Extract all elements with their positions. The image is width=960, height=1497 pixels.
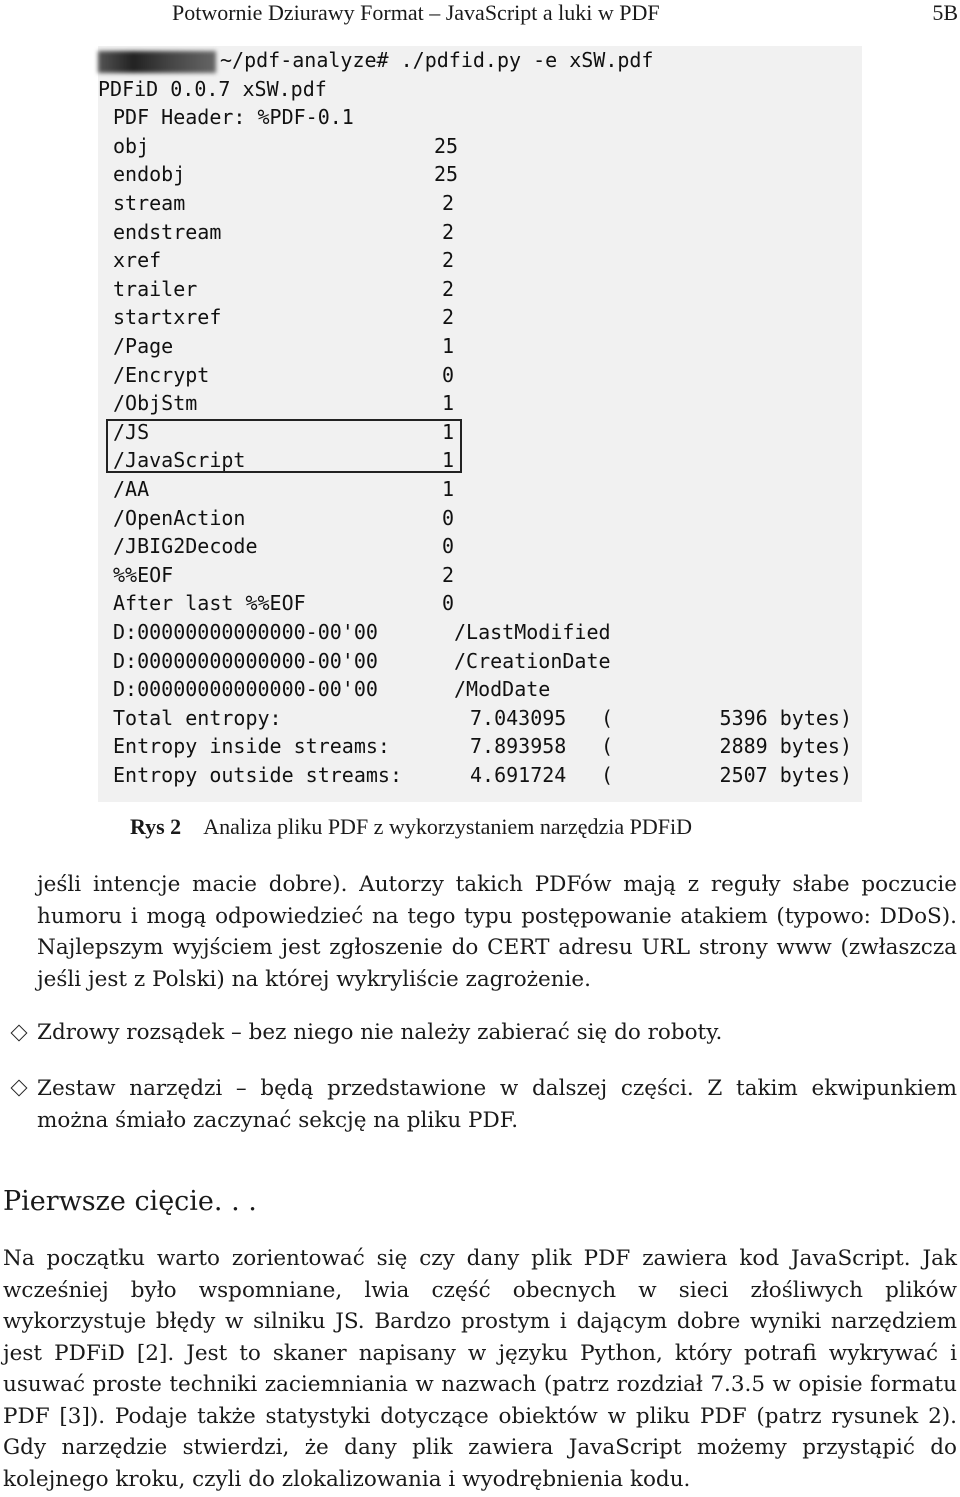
terminal-entropy-row bbox=[98, 732, 862, 761]
terminal-row bbox=[98, 275, 862, 304]
terminal-row bbox=[98, 303, 862, 332]
terminal-header-line: PDF Header: %PDF-0.1 bbox=[113, 105, 354, 130]
entropy-bytes: 2889 bytes) bbox=[719, 734, 852, 759]
terminal-row bbox=[98, 532, 862, 561]
diamond-bullet-icon bbox=[11, 1025, 28, 1042]
terminal-row bbox=[98, 475, 862, 504]
row-keyword: /JBIG2Decode bbox=[113, 534, 258, 559]
figure-caption bbox=[130, 812, 692, 842]
row-keyword: stream bbox=[113, 191, 186, 215]
row-count: 0 bbox=[441, 362, 454, 387]
row-count: 2 bbox=[441, 191, 454, 215]
page-number: 5B bbox=[932, 0, 958, 25]
entropy-value: 7.043095 bbox=[470, 705, 567, 730]
row-keyword: startxref bbox=[113, 305, 222, 330]
terminal-row bbox=[98, 361, 862, 390]
entropy-value: 7.893958 bbox=[470, 734, 567, 759]
page-header bbox=[0, 0, 960, 30]
terminal-row bbox=[98, 589, 862, 618]
terminal-entropy-row bbox=[98, 704, 862, 733]
terminal-row bbox=[98, 246, 862, 275]
javascript-highlight-box bbox=[106, 419, 462, 473]
row-keyword: /OpenAction bbox=[113, 505, 246, 530]
row-count: 25 bbox=[434, 162, 459, 187]
row-keyword: After last %%EOF bbox=[113, 591, 306, 616]
row-keyword: xref bbox=[113, 248, 162, 273]
row-keyword: %%EOF bbox=[113, 562, 174, 587]
terminal-row bbox=[98, 561, 862, 590]
entropy-value: 4.691724 bbox=[470, 763, 567, 787]
row-keyword: /JavaScript bbox=[113, 448, 246, 473]
row-count: 2 bbox=[441, 248, 454, 273]
row-count: 1 bbox=[441, 391, 454, 416]
row-keyword: /JS bbox=[113, 419, 150, 444]
entropy-bytes: 5396 bytes) bbox=[719, 705, 852, 730]
row-count: 2 bbox=[441, 276, 454, 301]
entropy-label: Total entropy: bbox=[113, 705, 282, 730]
date-key: /LastModified bbox=[454, 620, 611, 644]
row-keyword: /ObjStm bbox=[113, 391, 198, 416]
row-count: 25 bbox=[434, 133, 459, 158]
date-value: D:00000000000000-00'00 bbox=[113, 648, 378, 673]
row-keyword: obj bbox=[113, 133, 150, 158]
entropy-bytes: 2507 bytes) bbox=[719, 763, 852, 787]
caption-text: Analiza pliku PDF z wykorzystaniem narzędzia PDFiD bbox=[203, 814, 692, 839]
entropy-paren: ( bbox=[601, 705, 614, 730]
terminal-row bbox=[98, 504, 862, 533]
terminal-row bbox=[98, 389, 862, 418]
bullet-item: Zdrowy rozsądek – bez niego nie należy zabierać się do roboty. bbox=[37, 1020, 723, 1045]
row-keyword: trailer bbox=[113, 276, 198, 301]
terminal-command: ~/pdf-analyze# ./pdfid.py -e xSW.pdf bbox=[220, 48, 654, 72]
row-count: 2 bbox=[441, 219, 454, 244]
entropy-label: Entropy inside streams: bbox=[113, 734, 390, 759]
caption-label: Rys 2 bbox=[130, 814, 182, 839]
terminal-prompt-line bbox=[98, 46, 653, 75]
date-key: /ModDate bbox=[454, 677, 551, 702]
terminal-version-line: PDFiD 0.0.7 xSW.pdf bbox=[98, 76, 327, 101]
entropy-paren: ( bbox=[601, 734, 614, 759]
intro-paragraph: jeśli intencje macie dobre). Autorzy takich PDFów mają z reguły słabe poczucie humoru i mogą odpowiedzieć na tego typu postępowanie atakiem (typowo: DDoS). Najlepszym wyjściem jest zgłoszenie do CERT adresu URL strony www (zwłaszcza jeśli jest z Polski) na której wykryliście zagrożenie. bbox=[37, 872, 957, 992]
row-count: 1 bbox=[441, 334, 454, 358]
date-key: /CreationDate bbox=[454, 648, 611, 673]
row-count: 1 bbox=[441, 448, 454, 473]
terminal-row bbox=[98, 132, 862, 161]
row-count: 2 bbox=[441, 562, 454, 587]
terminal-row bbox=[98, 332, 862, 361]
row-count: 0 bbox=[441, 505, 454, 530]
section-heading: Pierwsze cięcie. . . bbox=[3, 1186, 257, 1217]
entropy-paren: ( bbox=[601, 763, 614, 787]
row-keyword: endobj bbox=[113, 162, 186, 187]
row-count: 1 bbox=[441, 477, 454, 501]
row-count: 2 bbox=[441, 305, 454, 330]
row-keyword: /Encrypt bbox=[113, 362, 210, 387]
terminal-row bbox=[98, 160, 862, 189]
terminal-row bbox=[98, 189, 862, 218]
row-keyword: /Page bbox=[113, 334, 174, 358]
row-count: 0 bbox=[441, 534, 454, 559]
terminal-date-row bbox=[98, 675, 862, 704]
terminal-date-row bbox=[98, 618, 862, 647]
bullet-item: Zestaw narzędzi – będą przedstawione w dalszej części. Z takim ekwipunkiem można śmiało zaczynać sekcję na pliku PDF. bbox=[37, 1076, 957, 1133]
terminal-row bbox=[98, 218, 862, 247]
row-count: 1 bbox=[441, 419, 454, 444]
running-title: Potwornie Dziurawy Format – JavaScript a luki w PDF bbox=[172, 0, 660, 25]
date-value: D:00000000000000-00'00 bbox=[113, 620, 378, 644]
section-body: Na początku warto zorientować się czy dany plik PDF zawiera kod JavaScript. Jak wcześniej było wspomniane, lwia część obecnych w sieci złośliwych plików wykorzystuje błędy w silniku JS. Bardzo prostym i dającym dobre wyniki narzędziem jest PDFiD [2]. Jest to skaner napisany w języku Python, który potrafi wykrywać i usuwać proste techniki zaciemniania w nazwach (patrz rozdział 7.3.5 w opisie formatu PDF [3]). Podaje także statystyki dotyczące obiektów w pliku PDF (patrz rysunek 2). Gdy narzędzie stwierdzi, że dany plik zawiera JavaScript możemy przystąpić do kolejnego kroku, czyli do zlokalizowania i wyodrębnienia kodu. bbox=[3, 1246, 957, 1492]
row-keyword: endstream bbox=[113, 219, 222, 244]
diamond-bullet-icon bbox=[11, 1080, 28, 1097]
terminal-date-row bbox=[98, 647, 862, 676]
terminal-screenshot bbox=[98, 46, 862, 802]
redacted-username bbox=[98, 51, 216, 73]
date-value: D:00000000000000-00'00 bbox=[113, 677, 378, 702]
row-keyword: /AA bbox=[113, 477, 150, 501]
row-count: 0 bbox=[441, 591, 454, 616]
terminal-entropy-row bbox=[98, 761, 862, 790]
entropy-label: Entropy outside streams: bbox=[113, 763, 402, 787]
